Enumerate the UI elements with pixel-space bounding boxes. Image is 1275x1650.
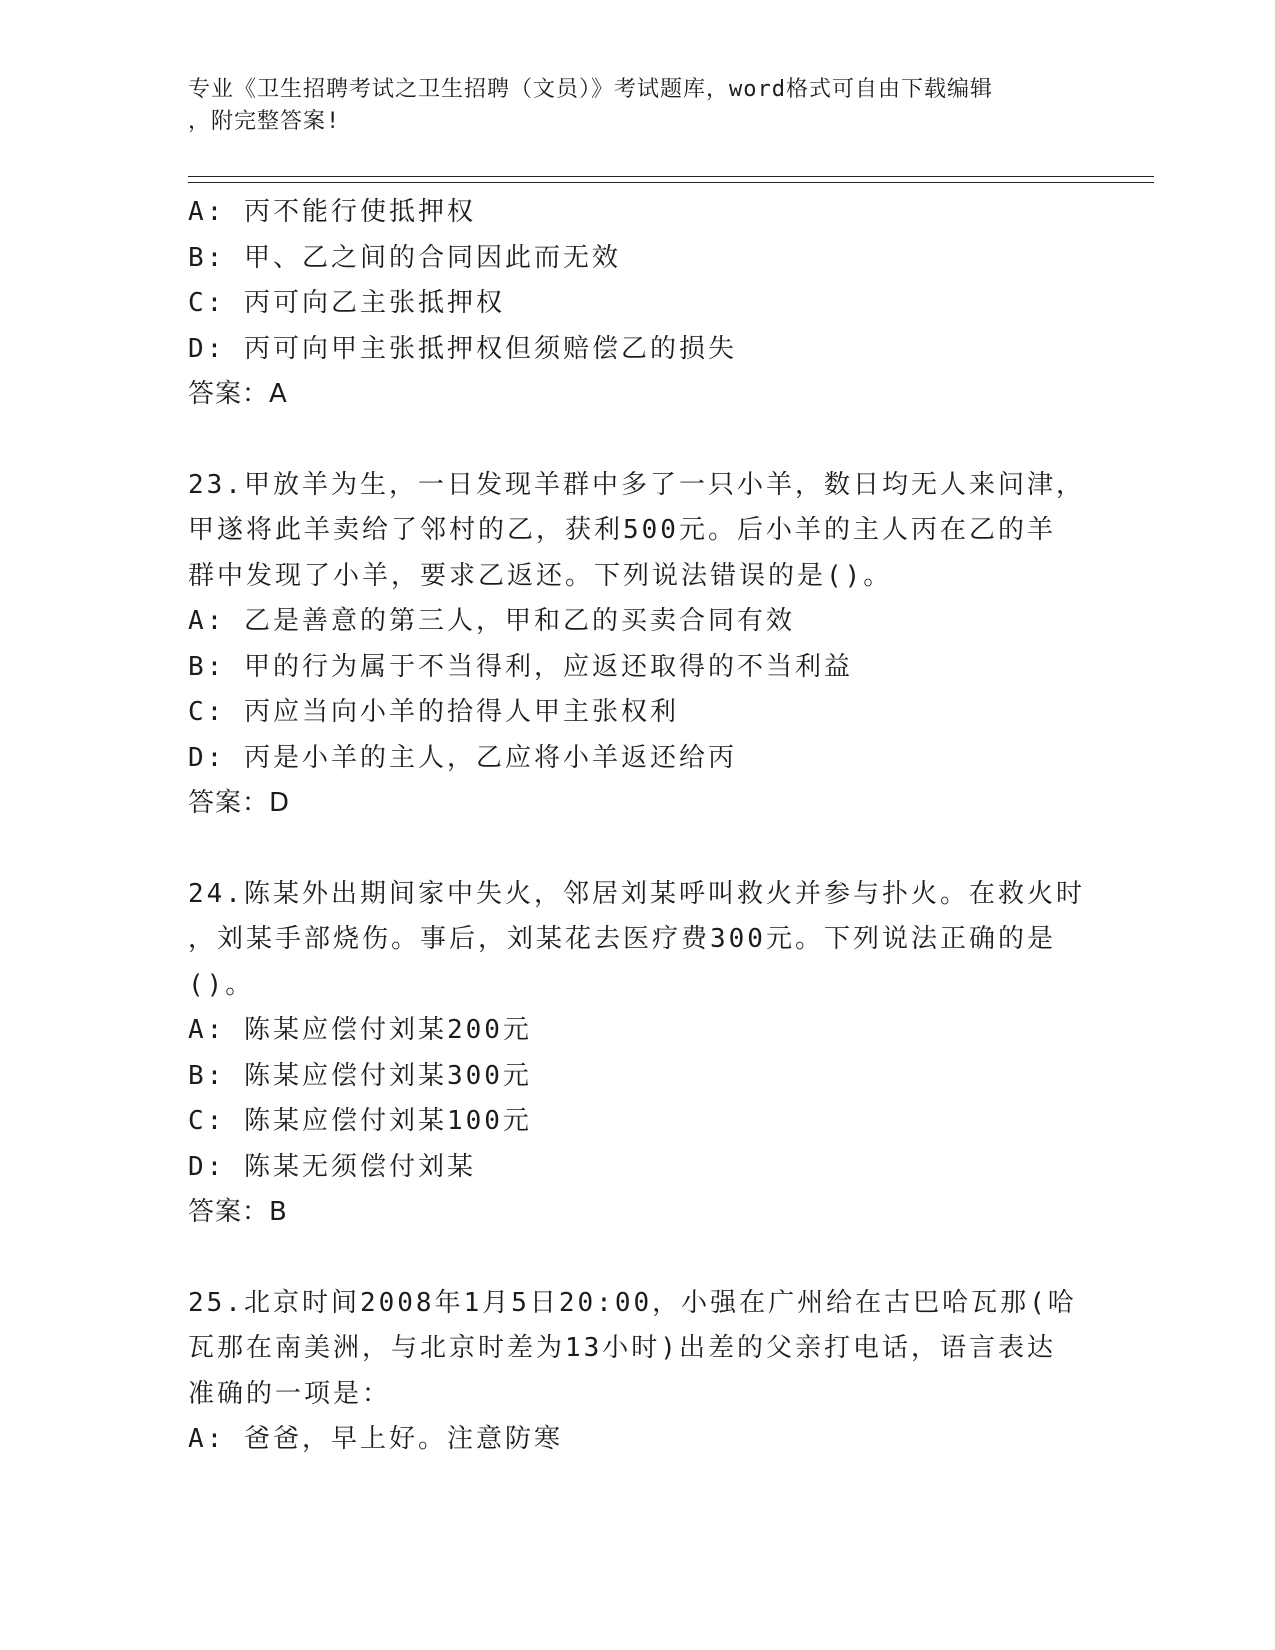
question-stem-line: ，刘某手部烧伤。事后，刘某花去医疗费300元。下列说法正确的是 (188, 924, 1056, 954)
question-stem-line: 瓦那在南美洲，与北京时差为13小时)出差的父亲打电话，语言表达 (188, 1333, 1056, 1363)
question-stem-line: 准确的一项是： (188, 1378, 392, 1409)
option-a: A: 乙是善意的第三人，甲和乙的买卖合同有效 (188, 606, 795, 636)
option-b: B: 甲、乙之间的合同因此而无效 (188, 242, 621, 273)
option-c: C: 陈某应偿付刘某100元 (188, 1106, 532, 1136)
question-23-block (188, 463, 1088, 827)
option-c: C: 丙应当向小羊的拾得人甲主张权利 (188, 697, 679, 727)
question-stem-line: 甲遂将此羊卖给了邻村的乙，获利500元。后小羊的主人丙在乙的羊 (188, 515, 1056, 545)
header-line-1: 专业《卫生招聘考试之卫生招聘（文员）》考试题库，word格式可自由下载编辑 (188, 77, 993, 102)
option-a: A: 爸爸，早上好。注意防寒 (188, 1424, 563, 1454)
document-header (188, 74, 1068, 138)
answer-line: 答案：B (188, 1197, 288, 1227)
question-stem-line: ()。 (188, 969, 255, 1000)
option-b: B: 甲的行为属于不当得利，应返还取得的不当利益 (188, 651, 853, 682)
option-a: A: 陈某应偿付刘某200元 (188, 1015, 532, 1045)
option-a: A: 丙不能行使抵押权 (188, 197, 476, 227)
header-divider-top (188, 176, 1154, 177)
question-list (188, 190, 1088, 1463)
header-line-2: ，附完整答案! (188, 109, 341, 134)
question-24-block (188, 872, 1088, 1236)
question-stem-line: 23.甲放羊为生，一日发现羊群中多了一只小羊，数日均无人来问津， (188, 469, 1085, 500)
question-stem-line: 24.陈某外出期间家中失火，邻居刘某呼叫救火并参与扑火。在救火时 (188, 878, 1085, 909)
question-stem-line: 25.北京时间2008年1月5日20:00，小强在广州给在古巴哈瓦那(哈 (188, 1287, 1077, 1318)
option-b: B: 陈某应偿付刘某300元 (188, 1060, 532, 1091)
answer-line: 答案：A (188, 379, 288, 409)
option-d: D: 丙可向甲主张抵押权但须赔偿乙的损失 (188, 333, 737, 364)
header-divider-bottom (188, 182, 1154, 183)
option-d: D: 丙是小羊的主人，乙应将小羊返还给丙 (188, 742, 737, 773)
question-22-block (188, 190, 1088, 418)
answer-line: 答案：D (188, 788, 291, 818)
option-d: D: 陈某无须偿付刘某 (188, 1151, 476, 1182)
option-c: C: 丙可向乙主张抵押权 (188, 288, 505, 318)
question-25-block (188, 1281, 1088, 1463)
question-stem-line: 群中发现了小羊，要求乙返还。下列说法错误的是()。 (188, 560, 893, 591)
